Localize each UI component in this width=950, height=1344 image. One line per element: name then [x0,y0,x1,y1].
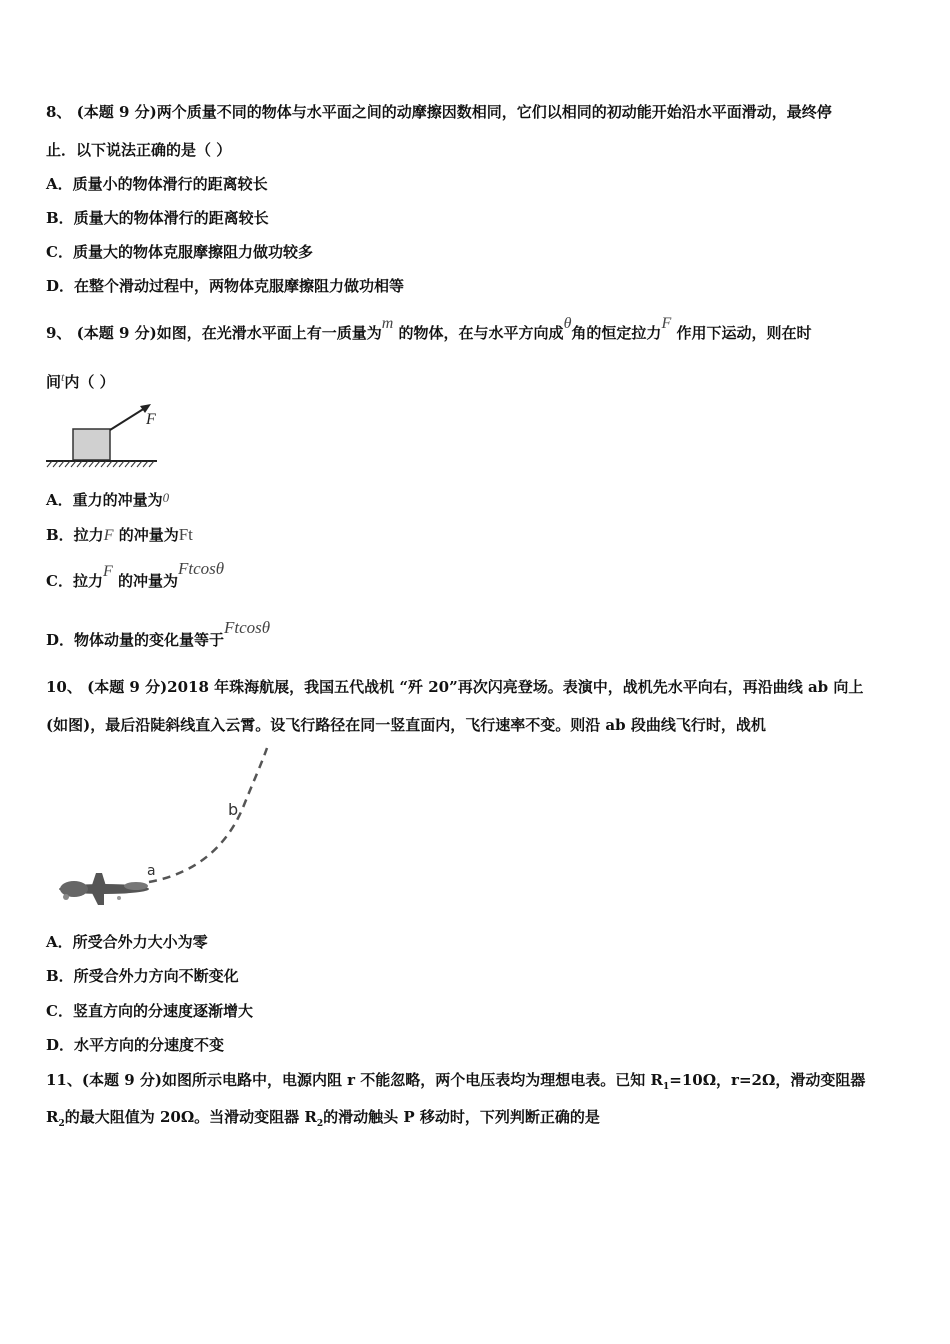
label-a: a [147,863,156,879]
symbol-t: t [61,370,65,384]
q9-stem-line-2: 间$^t$内（ ） [46,370,115,391]
q10-option-a: A．所受合外力大小为零 [46,933,208,951]
q8-option-b: B．质量大的物体滑行的距离较长 [46,209,269,227]
symbol-theta: θ [563,315,572,332]
block-force-figure [44,400,164,470]
q9-option-a: A．重力的冲量为0 [46,490,170,509]
q8-stem-line-1: 8、 (本题 9 分)两个质量不同的物体与水平面之间的动摩擦因数相同，它们以相同的初动能开始沿水平面滑动，最终停 [46,103,832,121]
q8-option-c: C．质量大的物体克服摩擦阻力做功较多 [46,243,313,261]
q10-stem-line-1: 10、 (本题 9 分)2018 年珠海航展，我国五代战机 “歼 20”再次闪亮登场。表演中，战机先水平向右，再沿曲线 ab 向上 [46,678,864,696]
q10-option-c: C．竖直方向的分速度逐渐增大 [46,1002,253,1020]
force-label: F [146,411,156,428]
q9-option-d: D．物体动量的变化量等于Ftcosθ [46,618,271,649]
math-Ft: Ft [178,525,193,544]
q9-stem-line-1: 9、 (本题 9 分)如图，在光滑水平面上有一质量为m 的物体，在与水平方向成θ角的恒定拉力F 作用下运动，则在时 [46,315,812,342]
q9-option-c: C．拉力F 的冲量为Ftcosθ [46,559,225,590]
symbol-m: m [381,315,394,332]
jet-flight-path-figure [54,745,294,915]
q11-stem-line-1: 11、(本题 9 分)如图所示电路中，电源内阻 r 不能忽略，两个电压表均为理想电表。已知 $R_1=10\Omega$，r=2Ω，滑动变阻器 [46,1071,866,1092]
force-arrow [110,408,145,430]
label-b: b [228,800,239,819]
jet-silhouette [59,873,149,905]
block [73,429,110,460]
q8-option-a: A．质量小的物体滑行的距离较长 [46,175,268,193]
q8-option-d: D．在整个滑动过程中，两物体克服摩擦阻力做功相等 [46,277,405,295]
math-zero: 0 [162,490,170,505]
q10-option-d: D．水平方向的分速度不变 [46,1036,225,1054]
math-Ftcos-theta-d: Ftcosθ [224,618,271,637]
q10-option-b: B．所受合外力方向不断变化 [46,967,239,985]
q11-stem-line-2: $R_2$的最大阻值为 20Ω。当滑动变阻器 $R_2$的滑动触头 P 移动时，下列判断正确的是 [46,1108,600,1129]
flight-path-dashed [149,748,267,882]
q8-stem-line-2: 止．以下说法正确的是（ ） [46,141,232,159]
symbol-F: F [661,315,672,332]
math-Ftcos-theta: Ftcosθ [177,559,225,578]
q10-stem-line-2: (如图)，最后沿陡斜线直入云霄。设飞行路径在同一竖直面内，飞行速率不变。则沿 ab 段曲线飞行时，战机 [46,716,766,734]
q9-option-b: B．拉力F 的冲量为Ft [46,525,193,544]
